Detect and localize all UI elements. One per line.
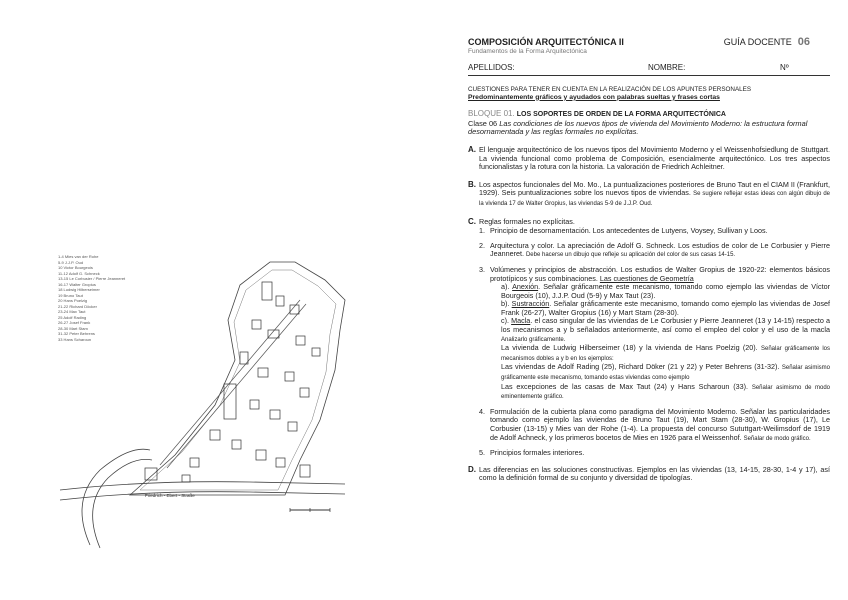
legend-item: 23-24 Max Taut: [58, 309, 86, 314]
section-c: [468, 218, 830, 458]
list-item: [479, 408, 830, 443]
legend-item: 11-12 Adolf G. Schneck: [58, 270, 100, 276]
legend-item: 13-15 Le Corbusier / Pierre Jeanneret: [58, 276, 126, 281]
sub-label: b).: [501, 299, 512, 309]
sub-text: . Señalar gráficamente este mecanismo, tomando como ejemplo las viviendas de Víctor Bourgeois (10), J.J.P. Oud (5-9) y Max Taut (23).: [501, 282, 830, 300]
legend-item: 18 Ludwig Hilberseimer: [58, 287, 100, 292]
sub-term: Sustracción: [511, 299, 550, 309]
class-line: [468, 120, 830, 137]
item-text: Principio de desornamentación. Los antecedentes de Lutyens, Voysey, Sullivan y Loos.: [490, 226, 768, 236]
legend-item: 26-27 Josef Frank: [58, 320, 91, 325]
section-d: [468, 466, 830, 483]
legend-item: 5-9 J.J.P. Oud: [58, 259, 84, 265]
section-letter: C.: [468, 216, 476, 226]
item-number: 1.: [479, 226, 485, 236]
section-letter: B.: [468, 179, 476, 189]
item-number: 5.: [479, 448, 485, 458]
course-subtitle: Fundamentos de la Forma Arquitectónica: [468, 47, 587, 55]
item-text: Principios formales interiores.: [490, 448, 585, 458]
block-title: LOS SOPORTES DE ORDEN DE LA FORMA ARQUITECTÓNICA: [516, 111, 726, 119]
sub-text: Las viviendas de Adolf Rading (25), Richard Döker (21 y 22) y Peter Behrens (31-32).: [501, 362, 780, 372]
section-text: Las diferencias en las soluciones constructivas. Ejemplos en las viviendas (13, 14-15, 28-30, 1-4 y 17), así como la definición formal de su conjunto y diversidad de tipologías.: [479, 464, 830, 483]
sub-term: Anexión: [512, 282, 539, 292]
legend-item: 31-32 Peter Behrens: [58, 331, 95, 336]
section-title: Reglas formales no explícitas.: [479, 216, 575, 226]
item-text: Arquitectura y color. La apreciación de Adolf G. Schneck. Los estudios de color de Le Corbusier y Pierre Jeanneret.: [490, 240, 830, 259]
block-heading: [468, 110, 830, 137]
questions-line1: CUESTIONES PARA TENER EN CUENTA EN LA REALIZACIÓN DE LOS APUNTES PERSONALES: [468, 86, 752, 94]
guide-label: [724, 38, 810, 47]
legend-item: 19 Bruno Taut: [58, 292, 83, 298]
sub-note: Señalar asimismo de modo eminentemente gráfico.: [501, 384, 830, 401]
sub-label: c).: [501, 316, 512, 326]
nombre-label: NOMBRE:: [648, 63, 686, 73]
legend-item: 1-4 Mies van der Rohe: [58, 254, 99, 259]
legend-item: 10 Victor Bourgeois: [58, 265, 93, 270]
block-label: BLOQUE 01.: [468, 109, 515, 119]
sub-text: La vivienda de Ludwig Hilberseimer (18) y la vivienda de Hans Poelzig (20).: [501, 343, 758, 353]
apellidos-label: APELLIDOS:: [468, 63, 515, 73]
legend-item: 28-30 Mart Stam: [58, 325, 88, 331]
guide-sheet: [468, 38, 830, 483]
sub-note: Analizarlo gráficamente.: [501, 336, 566, 343]
legend-item: 20 Hans Poelzig: [58, 298, 88, 303]
geometry-link: Las cuestiones de Geometría: [599, 273, 694, 283]
item-note: Debe hacerse un dibujo que refleje su aplicación del color de sus casas 14-15.: [525, 252, 736, 259]
guide-label-text: GUÍA DOCENTE: [723, 37, 792, 47]
section-a: [468, 146, 830, 172]
sub-text: . el caso singular de las viviendas de Le Corbusier y Pierre Jeanneret (13 y 14-15) respecto a los mecanismos a y b señalados anteriormente, así como el empleo del color y el uso de la macla: [501, 316, 830, 335]
sub-note: Señalar gráficamente los mecanismos dobles a y b en los ejemplos:: [501, 346, 830, 362]
section-text: Los aspectos funcionales del Mo. Mo., La puntualizaciones posteriores de Bruno Taut en el CIAM II (Frankfurt, 1929). Seis puntualizaciones sobre los nuevos tipos de viviendas.: [479, 179, 830, 198]
item-note: Señalar de modo gráfico.: [743, 435, 811, 442]
numero-label: Nº: [780, 63, 789, 73]
student-fields: [468, 64, 830, 76]
class-prefix: Clase 06: [468, 118, 498, 128]
item-text: Formulación de la cubierta plana como paradigma del Movimiento Moderno. Señalar las particularidades tomando como ejemplo las viviendas de Bruno Taut (19), Mart Stam (28-30), W. Gropius (17), Le Corbusier (13-15) y Mies van der Rohe (1-4). La propuesta del concurso Sututtgart-Weilimsdorf de 1919 de Adolf Achneck, y los primeros bocetos de Mies en 1926 para el Weissenhof.: [490, 406, 830, 442]
class-text: Las condiciones de los nuevos tipos de vivienda del Movimiento Moderno: la estructura formal desornamentada y las reglas formales no explícitas.: [468, 118, 808, 137]
list-item: [479, 266, 830, 283]
legend-item: 16-17 Walter Gropius: [58, 281, 96, 287]
section-letter: A.: [468, 144, 476, 154]
sub-item-d: [479, 344, 830, 363]
sub-item-b: [479, 300, 830, 317]
list-item: [479, 449, 830, 458]
list-item: [479, 227, 830, 236]
section-letter: D.: [468, 464, 476, 474]
sub-item-a: [479, 283, 830, 300]
legend-item: 21-22 Richard Döcker: [58, 303, 97, 309]
section-note: Se sugiere reflejar estas ideas con algún dibujo de la vivienda 17 de Walter Gropius, las viviendas 5-9 de J.J.P. Oud.: [479, 191, 830, 207]
sub-item-c: [479, 317, 830, 344]
item-number: 2.: [479, 240, 485, 250]
sub-note: Señalar asimismo gráficamente este mecanismo, tomando estas viviendas como ejemplo: [501, 365, 830, 382]
sub-text: Las excepciones de las casas de Max Taut (24) y Hans Scharoun (33).: [501, 381, 749, 391]
sub-item-e: [479, 363, 830, 382]
item-number: 4.: [479, 406, 485, 416]
legend-item: 33 Hans Scharoun: [58, 336, 92, 342]
course-title: COMPOSICIÓN ARQUITECTÓNICA II: [468, 37, 624, 47]
section-text: El lenguaje arquitectónico de los nuevos tipos del Movimiento Moderno y el Weissenhofsiedlung de Stuttgart. La vivienda funcional como problema de Composición, esencialmente arquitectónico. Los tres aspectos funcionalistas y la rotura con la historia. La valoración de Friedrich Achleitner.: [479, 144, 830, 172]
sub-text: . Señalar gráficamente este mecanismo, tomando como ejemplo las viviendas de Josef Frank (26-27), Walter Gropius (16) y Mart Stam (28-30).: [501, 299, 830, 317]
section-b: [468, 181, 830, 209]
item-number: 3.: [479, 264, 485, 274]
item-text: Volúmenes y principios de abstracción. Los estudios de Walter Gropius de 1920-22: elementos básicos prototípicos y sus combinaciones.: [490, 264, 830, 283]
street-label: Friedrich - Ebert - Straße: [145, 493, 195, 498]
sub-item-f: [479, 383, 830, 402]
guide-number: 06: [797, 36, 810, 48]
list-item: [479, 242, 830, 260]
sub-term: Macla: [511, 316, 531, 326]
questions-line2: Predominantemente gráficos y ayudados con palabras sueltas y frases cortas: [468, 93, 720, 101]
questions-header: [468, 86, 830, 101]
legend-item: 25 Adolf Rading: [58, 314, 87, 320]
sub-label: a).: [501, 282, 513, 292]
